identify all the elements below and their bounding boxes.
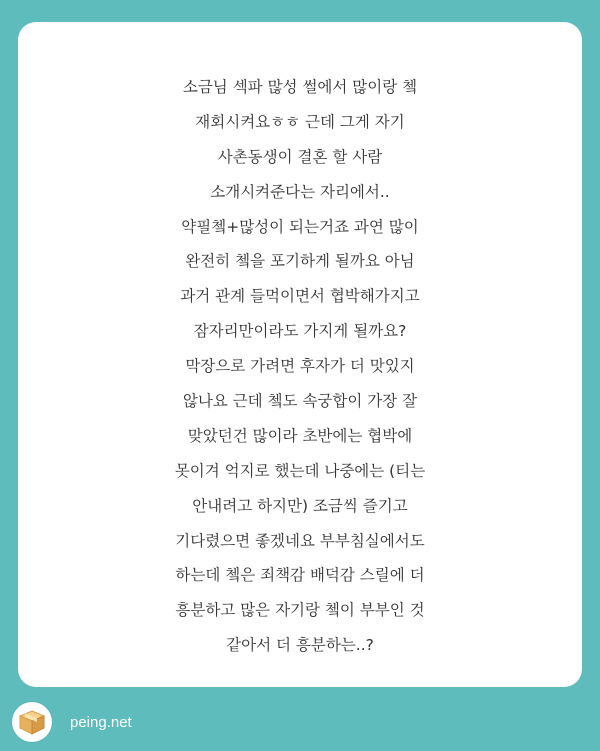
question-line: 소금님 섹파 많성 썰에서 많이랑 쳌 xyxy=(182,78,418,96)
question-line: 흥분하고 많은 자기랑 쳌이 부부인 것 xyxy=(175,601,425,620)
question-line: 재회시켜요ㅎㅎ 근데 그게 자기 xyxy=(195,112,405,131)
question-line: 하는데 쳌은 죄책감 배덕감 스릴에 더 xyxy=(175,566,425,585)
question-line: 완전히 쳌을 포기하게 될까요 아님 xyxy=(185,252,415,271)
question-line: 기다렸으면 좋겠네요 부부침실에서도 xyxy=(175,531,425,550)
question-line: 안내려고 하지만) 조금씩 즐기고 xyxy=(192,496,408,515)
brand-name[interactable]: peing.net xyxy=(70,713,132,731)
question-line: 잠자리만이라도 가지게 될까요? xyxy=(193,322,407,341)
question-line: 맞았던건 많이라 초반에는 협박에 xyxy=(187,426,413,445)
question-line: 같아서 더 흥분하는..? xyxy=(226,636,374,655)
question-line: 약필쳌+많성이 되는거죠 과연 많이 xyxy=(181,217,419,236)
question-text xyxy=(18,70,582,663)
question-line: 과거 관계 들먹이면서 협박해가지고 xyxy=(180,287,420,306)
question-line: 소개시켜준다는 자리에서.. xyxy=(210,182,390,201)
question-line: 사촌동생이 결혼 할 사람 xyxy=(217,147,383,166)
question-card xyxy=(18,22,582,687)
question-line: 막장으로 가려면 후자가 더 맛있지 xyxy=(185,357,415,376)
question-line: 않나요 근데 쳌도 속궁합이 가장 잘 xyxy=(182,392,418,411)
box-logo-icon[interactable] xyxy=(12,702,52,742)
question-line: 못이겨 억지로 했는데 나중에는 (티는 xyxy=(174,461,426,480)
footer xyxy=(12,700,132,744)
box-logo-icon-svg xyxy=(17,707,47,737)
